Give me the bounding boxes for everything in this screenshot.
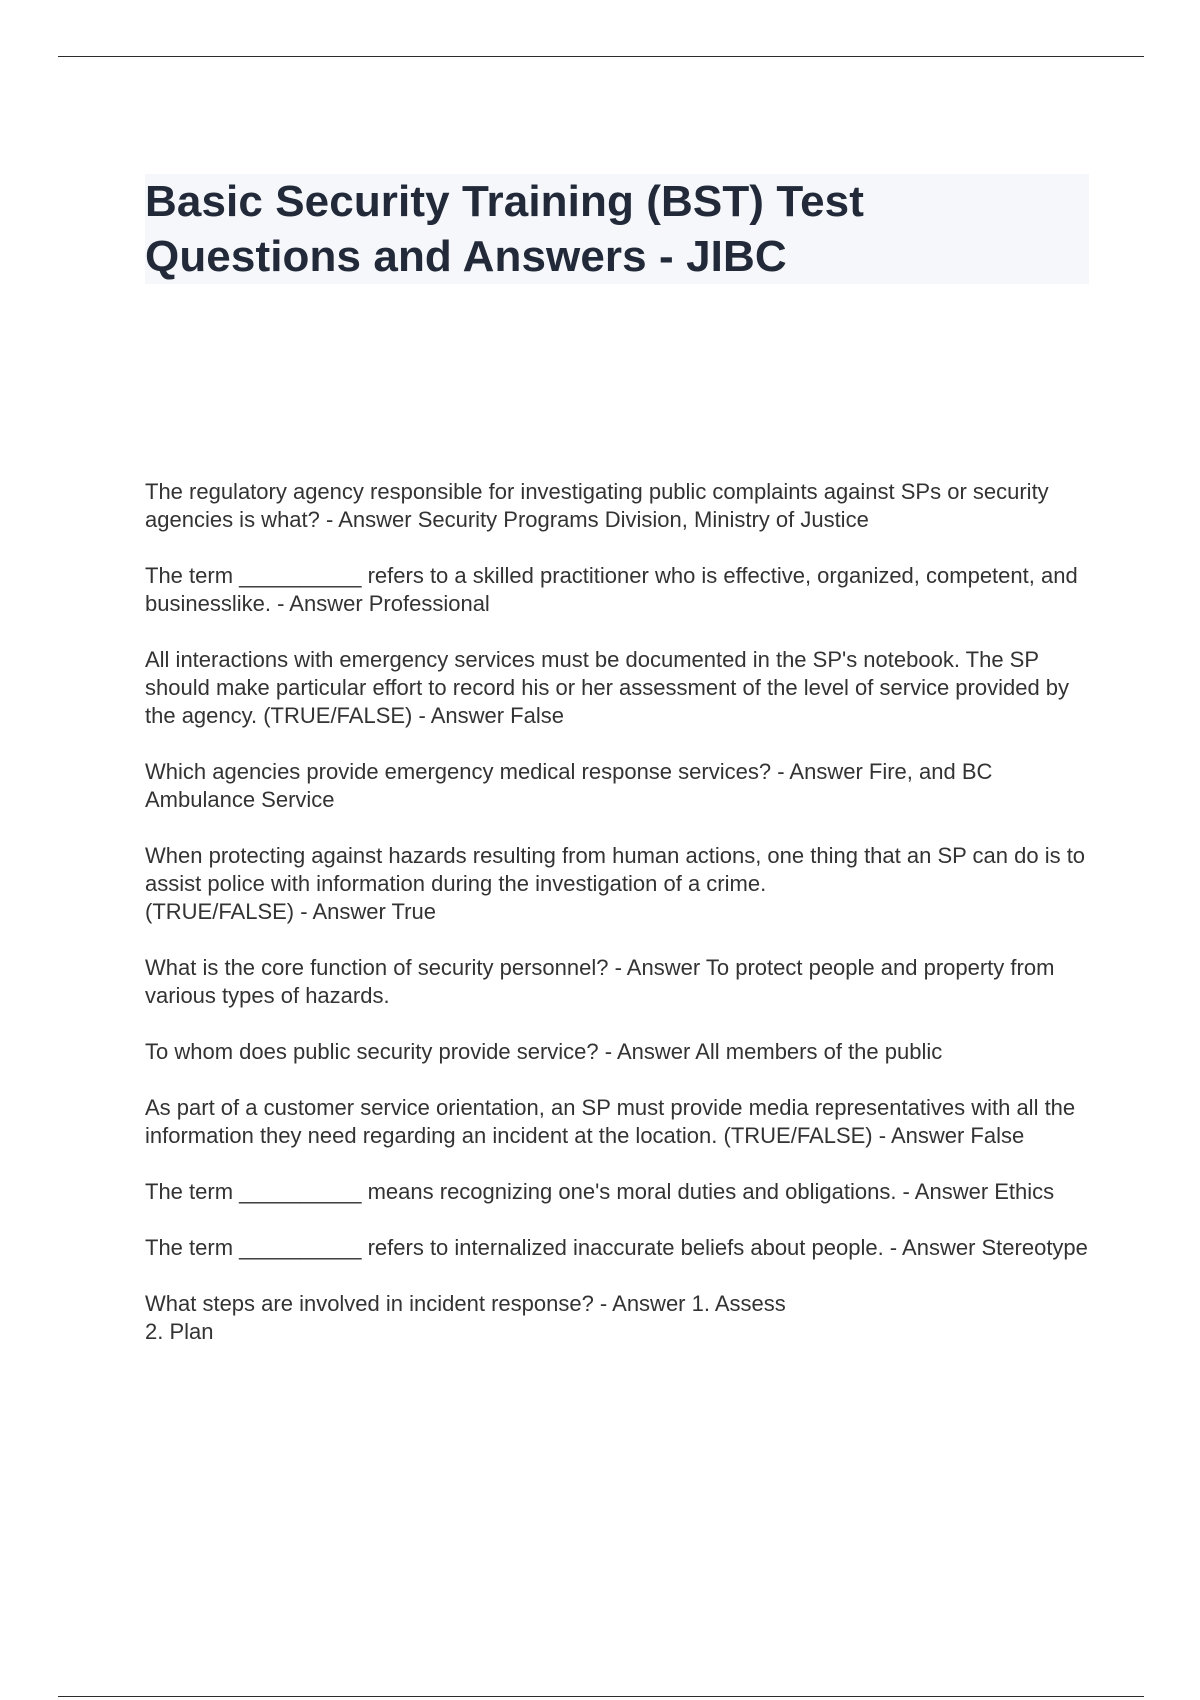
qa-item: What steps are involved in incident response? - Answer 1. Assess 2. Plan bbox=[145, 1291, 786, 1344]
qa-item: Which agencies provide emergency medical response services? - Answer Fire, and BC Ambulance Service bbox=[145, 759, 993, 812]
qa-item: The term __________ refers to internalized inaccurate beliefs about people. - Answer Stereotype bbox=[145, 1235, 1088, 1260]
footer-rule bbox=[58, 1696, 1144, 1697]
header-rule bbox=[58, 56, 1144, 57]
qa-item: The term __________ means recognizing one's moral duties and obligations. - Answer Ethics bbox=[145, 1179, 1055, 1204]
qa-item: As part of a customer service orientation, an SP must provide media representatives with all the information they need regarding an incident at the location. (TRUE/FALSE) - Answer False bbox=[145, 1095, 1076, 1148]
qa-item: What is the core function of security personnel? - Answer To protect people and property from various types of hazards. bbox=[145, 955, 1055, 1008]
qa-item: All interactions with emergency services must be documented in the SP's notebook. The SP should make particular effort to record his or her assessment of the level of service provided by the agency. (TRUE/FALSE) - Answer False bbox=[145, 647, 1070, 728]
qa-item: When protecting against hazards resulting from human actions, one thing that an SP can do is to assist police with information during the investigation of a crime. (TRUE/FALSE) - Answer True bbox=[145, 843, 1086, 924]
title-block bbox=[145, 174, 1089, 284]
qa-item: The regulatory agency responsible for investigating public complaints against SPs or security agencies is what? - Answer Security Programs Division, Ministry of Justice bbox=[145, 479, 1049, 532]
document-title: Basic Security Training (BST) Test Questions and Answers - JIBC bbox=[145, 177, 864, 281]
qa-item: To whom does public security provide service? - Answer All members of the public bbox=[145, 1039, 943, 1064]
qa-list bbox=[145, 478, 1095, 1374]
qa-item: The term __________ refers to a skilled practitioner who is effective, organized, competent, and businesslike. - Answer Professional bbox=[145, 563, 1078, 616]
